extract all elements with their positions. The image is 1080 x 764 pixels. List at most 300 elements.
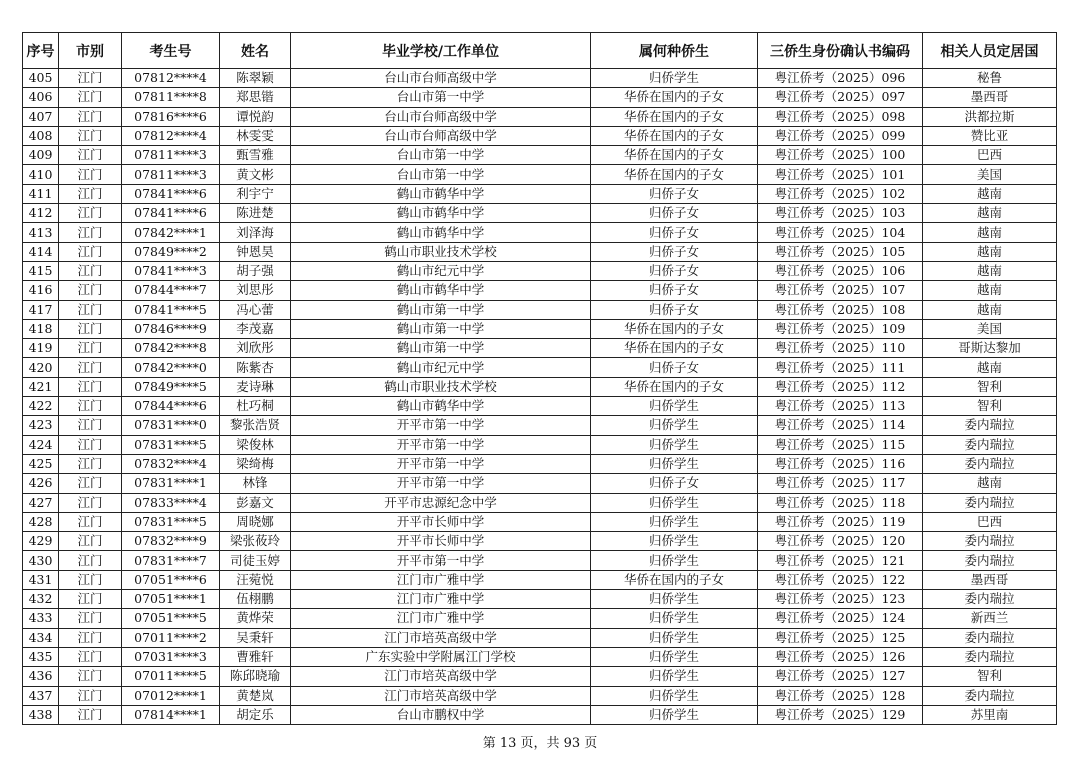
cell-certificate-code: 粤江侨考（2025）107	[758, 281, 923, 300]
cell-index: 406	[23, 88, 59, 107]
cell-school: 江门市广雅中学	[291, 609, 591, 628]
cell-index: 436	[23, 667, 59, 686]
cell-certificate-code: 粤江侨考（2025）096	[758, 69, 923, 88]
cell-exam-number: 07816****6	[122, 107, 220, 126]
cell-name: 伍栩鹏	[220, 590, 291, 609]
cell-name: 甄雪雅	[220, 146, 291, 165]
cell-index: 429	[23, 532, 59, 551]
cell-city: 江门	[59, 319, 122, 338]
table-body	[23, 69, 1057, 725]
cell-residence-country: 越南	[923, 223, 1057, 242]
cell-certificate-code: 粤江侨考（2025）109	[758, 319, 923, 338]
cell-city: 江门	[59, 647, 122, 666]
table-row	[23, 512, 1057, 531]
cell-index: 426	[23, 474, 59, 493]
table-row	[23, 377, 1057, 396]
cell-category: 归侨学生	[591, 512, 758, 531]
table-row	[23, 416, 1057, 435]
cell-exam-number: 07811****3	[122, 165, 220, 184]
cell-exam-number: 07051****5	[122, 609, 220, 628]
cell-name: 周晓娜	[220, 512, 291, 531]
page-footer: 第 13 页，共 93 页	[482, 736, 598, 751]
cell-name: 陈翠颖	[220, 69, 291, 88]
cell-category: 华侨在国内的子女	[591, 165, 758, 184]
cell-city: 江门	[59, 146, 122, 165]
cell-exam-number: 07841****5	[122, 300, 220, 319]
table-row	[23, 454, 1057, 473]
cell-certificate-code: 粤江侨考（2025）098	[758, 107, 923, 126]
cell-residence-country: 越南	[923, 184, 1057, 203]
cell-exam-number: 07849****5	[122, 377, 220, 396]
cell-city: 江门	[59, 358, 122, 377]
cell-category: 归侨子女	[591, 281, 758, 300]
cell-index: 410	[23, 165, 59, 184]
cell-exam-number: 07841****3	[122, 261, 220, 280]
table-row	[23, 570, 1057, 589]
cell-city: 江门	[59, 88, 122, 107]
table-row	[23, 551, 1057, 570]
cell-category: 归侨子女	[591, 358, 758, 377]
table-row	[23, 146, 1057, 165]
cell-school: 鹤山市鹤华中学	[291, 397, 591, 416]
cell-category: 归侨学生	[591, 532, 758, 551]
cell-name: 陈邱晓瑜	[220, 667, 291, 686]
cell-index: 425	[23, 454, 59, 473]
cell-name: 刘欣彤	[220, 339, 291, 358]
cell-category: 归侨子女	[591, 242, 758, 261]
cell-exam-number: 07841****6	[122, 204, 220, 223]
cell-city: 江门	[59, 416, 122, 435]
cell-residence-country: 委内瑞拉	[923, 551, 1057, 570]
cell-exam-number: 07832****4	[122, 454, 220, 473]
cell-category: 归侨学生	[591, 590, 758, 609]
table-row	[23, 339, 1057, 358]
cell-city: 江门	[59, 435, 122, 454]
table-row	[23, 435, 1057, 454]
cell-name: 黄烨荣	[220, 609, 291, 628]
cell-residence-country: 越南	[923, 242, 1057, 261]
cell-school: 台山市台师高级中学	[291, 126, 591, 145]
table-row	[23, 165, 1057, 184]
cell-certificate-code: 粤江侨考（2025）115	[758, 435, 923, 454]
cell-name: 林雯雯	[220, 126, 291, 145]
cell-city: 江门	[59, 242, 122, 261]
header-city: 市别	[59, 33, 122, 69]
cell-certificate-code: 粤江侨考（2025）125	[758, 628, 923, 647]
cell-city: 江门	[59, 126, 122, 145]
cell-certificate-code: 粤江侨考（2025）099	[758, 126, 923, 145]
cell-school: 鹤山市第一中学	[291, 300, 591, 319]
cell-index: 411	[23, 184, 59, 203]
cell-name: 李茂嘉	[220, 319, 291, 338]
cell-city: 江门	[59, 628, 122, 647]
cell-residence-country: 洪都拉斯	[923, 107, 1057, 126]
cell-residence-country: 苏里南	[923, 705, 1057, 724]
cell-category: 归侨子女	[591, 223, 758, 242]
table-row	[23, 126, 1057, 145]
cell-exam-number: 07811****8	[122, 88, 220, 107]
cell-exam-number: 07844****7	[122, 281, 220, 300]
cell-school: 鹤山市第一中学	[291, 339, 591, 358]
cell-city: 江门	[59, 532, 122, 551]
cell-name: 陈紫杏	[220, 358, 291, 377]
cell-index: 419	[23, 339, 59, 358]
cell-residence-country: 墨西哥	[923, 570, 1057, 589]
header-category: 属何种侨生	[591, 33, 758, 69]
cell-name: 谭悦韵	[220, 107, 291, 126]
cell-exam-number: 07831****0	[122, 416, 220, 435]
table-row	[23, 667, 1057, 686]
cell-certificate-code: 粤江侨考（2025）119	[758, 512, 923, 531]
table-row	[23, 474, 1057, 493]
cell-school: 台山市第一中学	[291, 165, 591, 184]
cell-name: 刘泽海	[220, 223, 291, 242]
cell-residence-country: 委内瑞拉	[923, 532, 1057, 551]
cell-exam-number: 07831****5	[122, 512, 220, 531]
cell-category: 归侨学生	[591, 628, 758, 647]
table-row	[23, 397, 1057, 416]
cell-city: 江门	[59, 570, 122, 589]
cell-city: 江门	[59, 493, 122, 512]
cell-city: 江门	[59, 377, 122, 396]
cell-name: 刘思彤	[220, 281, 291, 300]
cell-exam-number: 07831****7	[122, 551, 220, 570]
cell-exam-number: 07031****3	[122, 647, 220, 666]
cell-exam-number: 07849****2	[122, 242, 220, 261]
cell-city: 江门	[59, 281, 122, 300]
cell-category: 归侨学生	[591, 686, 758, 705]
table-row	[23, 107, 1057, 126]
cell-index: 437	[23, 686, 59, 705]
cell-category: 华侨在国内的子女	[591, 319, 758, 338]
cell-category: 华侨在国内的子女	[591, 339, 758, 358]
cell-certificate-code: 粤江侨考（2025）113	[758, 397, 923, 416]
cell-index: 405	[23, 69, 59, 88]
cell-index: 424	[23, 435, 59, 454]
cell-school: 鹤山市第一中学	[291, 319, 591, 338]
cell-school: 江门市培英高级中学	[291, 686, 591, 705]
cell-category: 归侨学生	[591, 493, 758, 512]
cell-name: 麦诗琳	[220, 377, 291, 396]
cell-certificate-code: 粤江侨考（2025）105	[758, 242, 923, 261]
cell-certificate-code: 粤江侨考（2025）100	[758, 146, 923, 165]
cell-exam-number: 07011****2	[122, 628, 220, 647]
cell-index: 415	[23, 261, 59, 280]
cell-name: 汪菀悦	[220, 570, 291, 589]
cell-name: 陈进楚	[220, 204, 291, 223]
cell-category: 归侨子女	[591, 261, 758, 280]
cell-residence-country: 委内瑞拉	[923, 628, 1057, 647]
cell-residence-country: 智利	[923, 667, 1057, 686]
cell-city: 江门	[59, 590, 122, 609]
table-row	[23, 88, 1057, 107]
cell-school: 台山市台师高级中学	[291, 69, 591, 88]
header-index: 序号	[23, 33, 59, 69]
cell-category: 归侨学生	[591, 435, 758, 454]
cell-exam-number: 07842****8	[122, 339, 220, 358]
cell-school: 鹤山市纪元中学	[291, 358, 591, 377]
cell-school: 开平市长师中学	[291, 532, 591, 551]
cell-category: 归侨子女	[591, 204, 758, 223]
cell-category: 归侨学生	[591, 454, 758, 473]
table-row	[23, 261, 1057, 280]
cell-category: 归侨学生	[591, 609, 758, 628]
cell-exam-number: 07842****1	[122, 223, 220, 242]
cell-residence-country: 智利	[923, 377, 1057, 396]
cell-exam-number: 07811****3	[122, 146, 220, 165]
cell-residence-country: 越南	[923, 204, 1057, 223]
cell-city: 江门	[59, 339, 122, 358]
table-row	[23, 590, 1057, 609]
cell-city: 江门	[59, 184, 122, 203]
cell-exam-number: 07846****9	[122, 319, 220, 338]
cell-category: 华侨在国内的子女	[591, 88, 758, 107]
cell-certificate-code: 粤江侨考（2025）122	[758, 570, 923, 589]
cell-name: 梁俊林	[220, 435, 291, 454]
table-row	[23, 493, 1057, 512]
cell-index: 416	[23, 281, 59, 300]
cell-name: 林锋	[220, 474, 291, 493]
cell-certificate-code: 粤江侨考（2025）101	[758, 165, 923, 184]
cell-city: 江门	[59, 686, 122, 705]
cell-certificate-code: 粤江侨考（2025）111	[758, 358, 923, 377]
cell-school: 江门市广雅中学	[291, 590, 591, 609]
table-row	[23, 184, 1057, 203]
cell-exam-number: 07812****4	[122, 126, 220, 145]
cell-city: 江门	[59, 300, 122, 319]
cell-residence-country: 墨西哥	[923, 88, 1057, 107]
cell-residence-country: 委内瑞拉	[923, 454, 1057, 473]
cell-category: 华侨在国内的子女	[591, 126, 758, 145]
cell-school: 鹤山市鹤华中学	[291, 184, 591, 203]
table-row	[23, 242, 1057, 261]
cell-city: 江门	[59, 609, 122, 628]
cell-name: 黎张浩贤	[220, 416, 291, 435]
cell-name: 吴秉轩	[220, 628, 291, 647]
cell-certificate-code: 粤江侨考（2025）104	[758, 223, 923, 242]
cell-school: 开平市第一中学	[291, 474, 591, 493]
cell-index: 438	[23, 705, 59, 724]
header-exam-number: 考生号	[122, 33, 220, 69]
cell-category: 归侨学生	[591, 667, 758, 686]
cell-school: 江门市培英高级中学	[291, 667, 591, 686]
cell-school: 鹤山市职业技术学校	[291, 377, 591, 396]
cell-certificate-code: 粤江侨考（2025）117	[758, 474, 923, 493]
cell-residence-country: 越南	[923, 300, 1057, 319]
cell-city: 江门	[59, 705, 122, 724]
cell-exam-number: 07831****5	[122, 435, 220, 454]
cell-residence-country: 新西兰	[923, 609, 1057, 628]
cell-certificate-code: 粤江侨考（2025）127	[758, 667, 923, 686]
cell-exam-number: 07012****1	[122, 686, 220, 705]
cell-residence-country: 赞比亚	[923, 126, 1057, 145]
cell-name: 杜巧桐	[220, 397, 291, 416]
cell-residence-country: 委内瑞拉	[923, 435, 1057, 454]
cell-certificate-code: 粤江侨考（2025）106	[758, 261, 923, 280]
cell-city: 江门	[59, 165, 122, 184]
cell-certificate-code: 粤江侨考（2025）120	[758, 532, 923, 551]
cell-name: 司徒玉婷	[220, 551, 291, 570]
cell-category: 华侨在国内的子女	[591, 377, 758, 396]
cell-category: 归侨子女	[591, 300, 758, 319]
table-row	[23, 300, 1057, 319]
cell-school: 开平市第一中学	[291, 454, 591, 473]
cell-certificate-code: 粤江侨考（2025）108	[758, 300, 923, 319]
cell-index: 412	[23, 204, 59, 223]
table-row	[23, 532, 1057, 551]
cell-school: 开平市忠源纪念中学	[291, 493, 591, 512]
header-certificate-code: 三侨生身份确认书编码	[758, 33, 923, 69]
table-header-row	[23, 33, 1057, 69]
cell-index: 414	[23, 242, 59, 261]
cell-certificate-code: 粤江侨考（2025）123	[758, 590, 923, 609]
cell-certificate-code: 粤江侨考（2025）124	[758, 609, 923, 628]
cell-exam-number: 07051****6	[122, 570, 220, 589]
cell-name: 郑思锴	[220, 88, 291, 107]
cell-exam-number: 07842****0	[122, 358, 220, 377]
cell-school: 广东实验中学附属江门学校	[291, 647, 591, 666]
cell-index: 408	[23, 126, 59, 145]
cell-exam-number: 07841****6	[122, 184, 220, 203]
cell-school: 台山市第一中学	[291, 146, 591, 165]
cell-name: 梁张莜玲	[220, 532, 291, 551]
cell-name: 梁绮梅	[220, 454, 291, 473]
cell-category: 华侨在国内的子女	[591, 146, 758, 165]
cell-index: 417	[23, 300, 59, 319]
cell-index: 423	[23, 416, 59, 435]
cell-category: 归侨学生	[591, 551, 758, 570]
cell-school: 江门市广雅中学	[291, 570, 591, 589]
table-row	[23, 204, 1057, 223]
cell-certificate-code: 粤江侨考（2025）118	[758, 493, 923, 512]
cell-city: 江门	[59, 204, 122, 223]
cell-category: 归侨学生	[591, 69, 758, 88]
cell-school: 台山市台师高级中学	[291, 107, 591, 126]
cell-index: 428	[23, 512, 59, 531]
table-row	[23, 705, 1057, 724]
cell-school: 鹤山市鹤华中学	[291, 204, 591, 223]
cell-certificate-code: 粤江侨考（2025）121	[758, 551, 923, 570]
student-roster-table	[22, 32, 1057, 725]
cell-city: 江门	[59, 551, 122, 570]
cell-name: 黄楚岚	[220, 686, 291, 705]
cell-city: 江门	[59, 107, 122, 126]
cell-certificate-code: 粤江侨考（2025）129	[758, 705, 923, 724]
cell-school: 鹤山市职业技术学校	[291, 242, 591, 261]
cell-residence-country: 越南	[923, 474, 1057, 493]
cell-index: 434	[23, 628, 59, 647]
table-row	[23, 281, 1057, 300]
cell-certificate-code: 粤江侨考（2025）116	[758, 454, 923, 473]
table-row	[23, 686, 1057, 705]
cell-certificate-code: 粤江侨考（2025）114	[758, 416, 923, 435]
cell-category: 华侨在国内的子女	[591, 570, 758, 589]
cell-city: 江门	[59, 512, 122, 531]
cell-residence-country: 巴西	[923, 146, 1057, 165]
cell-name: 黄文彬	[220, 165, 291, 184]
cell-name: 胡定乐	[220, 705, 291, 724]
cell-index: 435	[23, 647, 59, 666]
cell-index: 432	[23, 590, 59, 609]
cell-certificate-code: 粤江侨考（2025）097	[758, 88, 923, 107]
cell-city: 江门	[59, 397, 122, 416]
cell-city: 江门	[59, 474, 122, 493]
cell-category: 归侨子女	[591, 184, 758, 203]
cell-name: 曹雅轩	[220, 647, 291, 666]
cell-category: 归侨学生	[591, 416, 758, 435]
cell-exam-number: 07833****4	[122, 493, 220, 512]
cell-city: 江门	[59, 69, 122, 88]
cell-name: 胡子强	[220, 261, 291, 280]
cell-certificate-code: 粤江侨考（2025）103	[758, 204, 923, 223]
cell-city: 江门	[59, 261, 122, 280]
cell-residence-country: 美国	[923, 319, 1057, 338]
cell-name: 钟恩昊	[220, 242, 291, 261]
cell-index: 431	[23, 570, 59, 589]
cell-certificate-code: 粤江侨考（2025）110	[758, 339, 923, 358]
cell-residence-country: 美国	[923, 165, 1057, 184]
cell-school: 台山市第一中学	[291, 88, 591, 107]
cell-index: 407	[23, 107, 59, 126]
cell-index: 430	[23, 551, 59, 570]
cell-certificate-code: 粤江侨考（2025）112	[758, 377, 923, 396]
cell-school: 台山市鹏权中学	[291, 705, 591, 724]
cell-city: 江门	[59, 454, 122, 473]
cell-name: 冯心蕾	[220, 300, 291, 319]
cell-certificate-code: 粤江侨考（2025）128	[758, 686, 923, 705]
table-row	[23, 69, 1057, 88]
table-row	[23, 319, 1057, 338]
cell-residence-country: 越南	[923, 261, 1057, 280]
cell-residence-country: 越南	[923, 358, 1057, 377]
table-row	[23, 628, 1057, 647]
cell-residence-country: 越南	[923, 281, 1057, 300]
cell-school: 鹤山市纪元中学	[291, 261, 591, 280]
cell-exam-number: 07831****1	[122, 474, 220, 493]
cell-exam-number: 07051****1	[122, 590, 220, 609]
cell-category: 归侨学生	[591, 647, 758, 666]
cell-school: 江门市培英高级中学	[291, 628, 591, 647]
cell-index: 422	[23, 397, 59, 416]
cell-category: 归侨学生	[591, 705, 758, 724]
cell-index: 418	[23, 319, 59, 338]
cell-index: 427	[23, 493, 59, 512]
header-residence-country: 相关人员定居国	[923, 33, 1057, 69]
cell-residence-country: 智利	[923, 397, 1057, 416]
cell-school: 鹤山市鹤华中学	[291, 281, 591, 300]
cell-city: 江门	[59, 667, 122, 686]
table-row	[23, 223, 1057, 242]
cell-index: 409	[23, 146, 59, 165]
cell-school: 鹤山市鹤华中学	[291, 223, 591, 242]
table-row	[23, 647, 1057, 666]
table-row	[23, 358, 1057, 377]
cell-exam-number: 07832****9	[122, 532, 220, 551]
cell-category: 归侨子女	[591, 474, 758, 493]
cell-index: 421	[23, 377, 59, 396]
cell-category: 归侨学生	[591, 397, 758, 416]
cell-residence-country: 委内瑞拉	[923, 647, 1057, 666]
cell-exam-number: 07814****1	[122, 705, 220, 724]
cell-residence-country: 哥斯达黎加	[923, 339, 1057, 358]
cell-exam-number: 07011****5	[122, 667, 220, 686]
cell-index: 413	[23, 223, 59, 242]
header-name: 姓名	[220, 33, 291, 69]
cell-city: 江门	[59, 223, 122, 242]
cell-index: 433	[23, 609, 59, 628]
cell-school: 开平市第一中学	[291, 435, 591, 454]
cell-certificate-code: 粤江侨考（2025）102	[758, 184, 923, 203]
